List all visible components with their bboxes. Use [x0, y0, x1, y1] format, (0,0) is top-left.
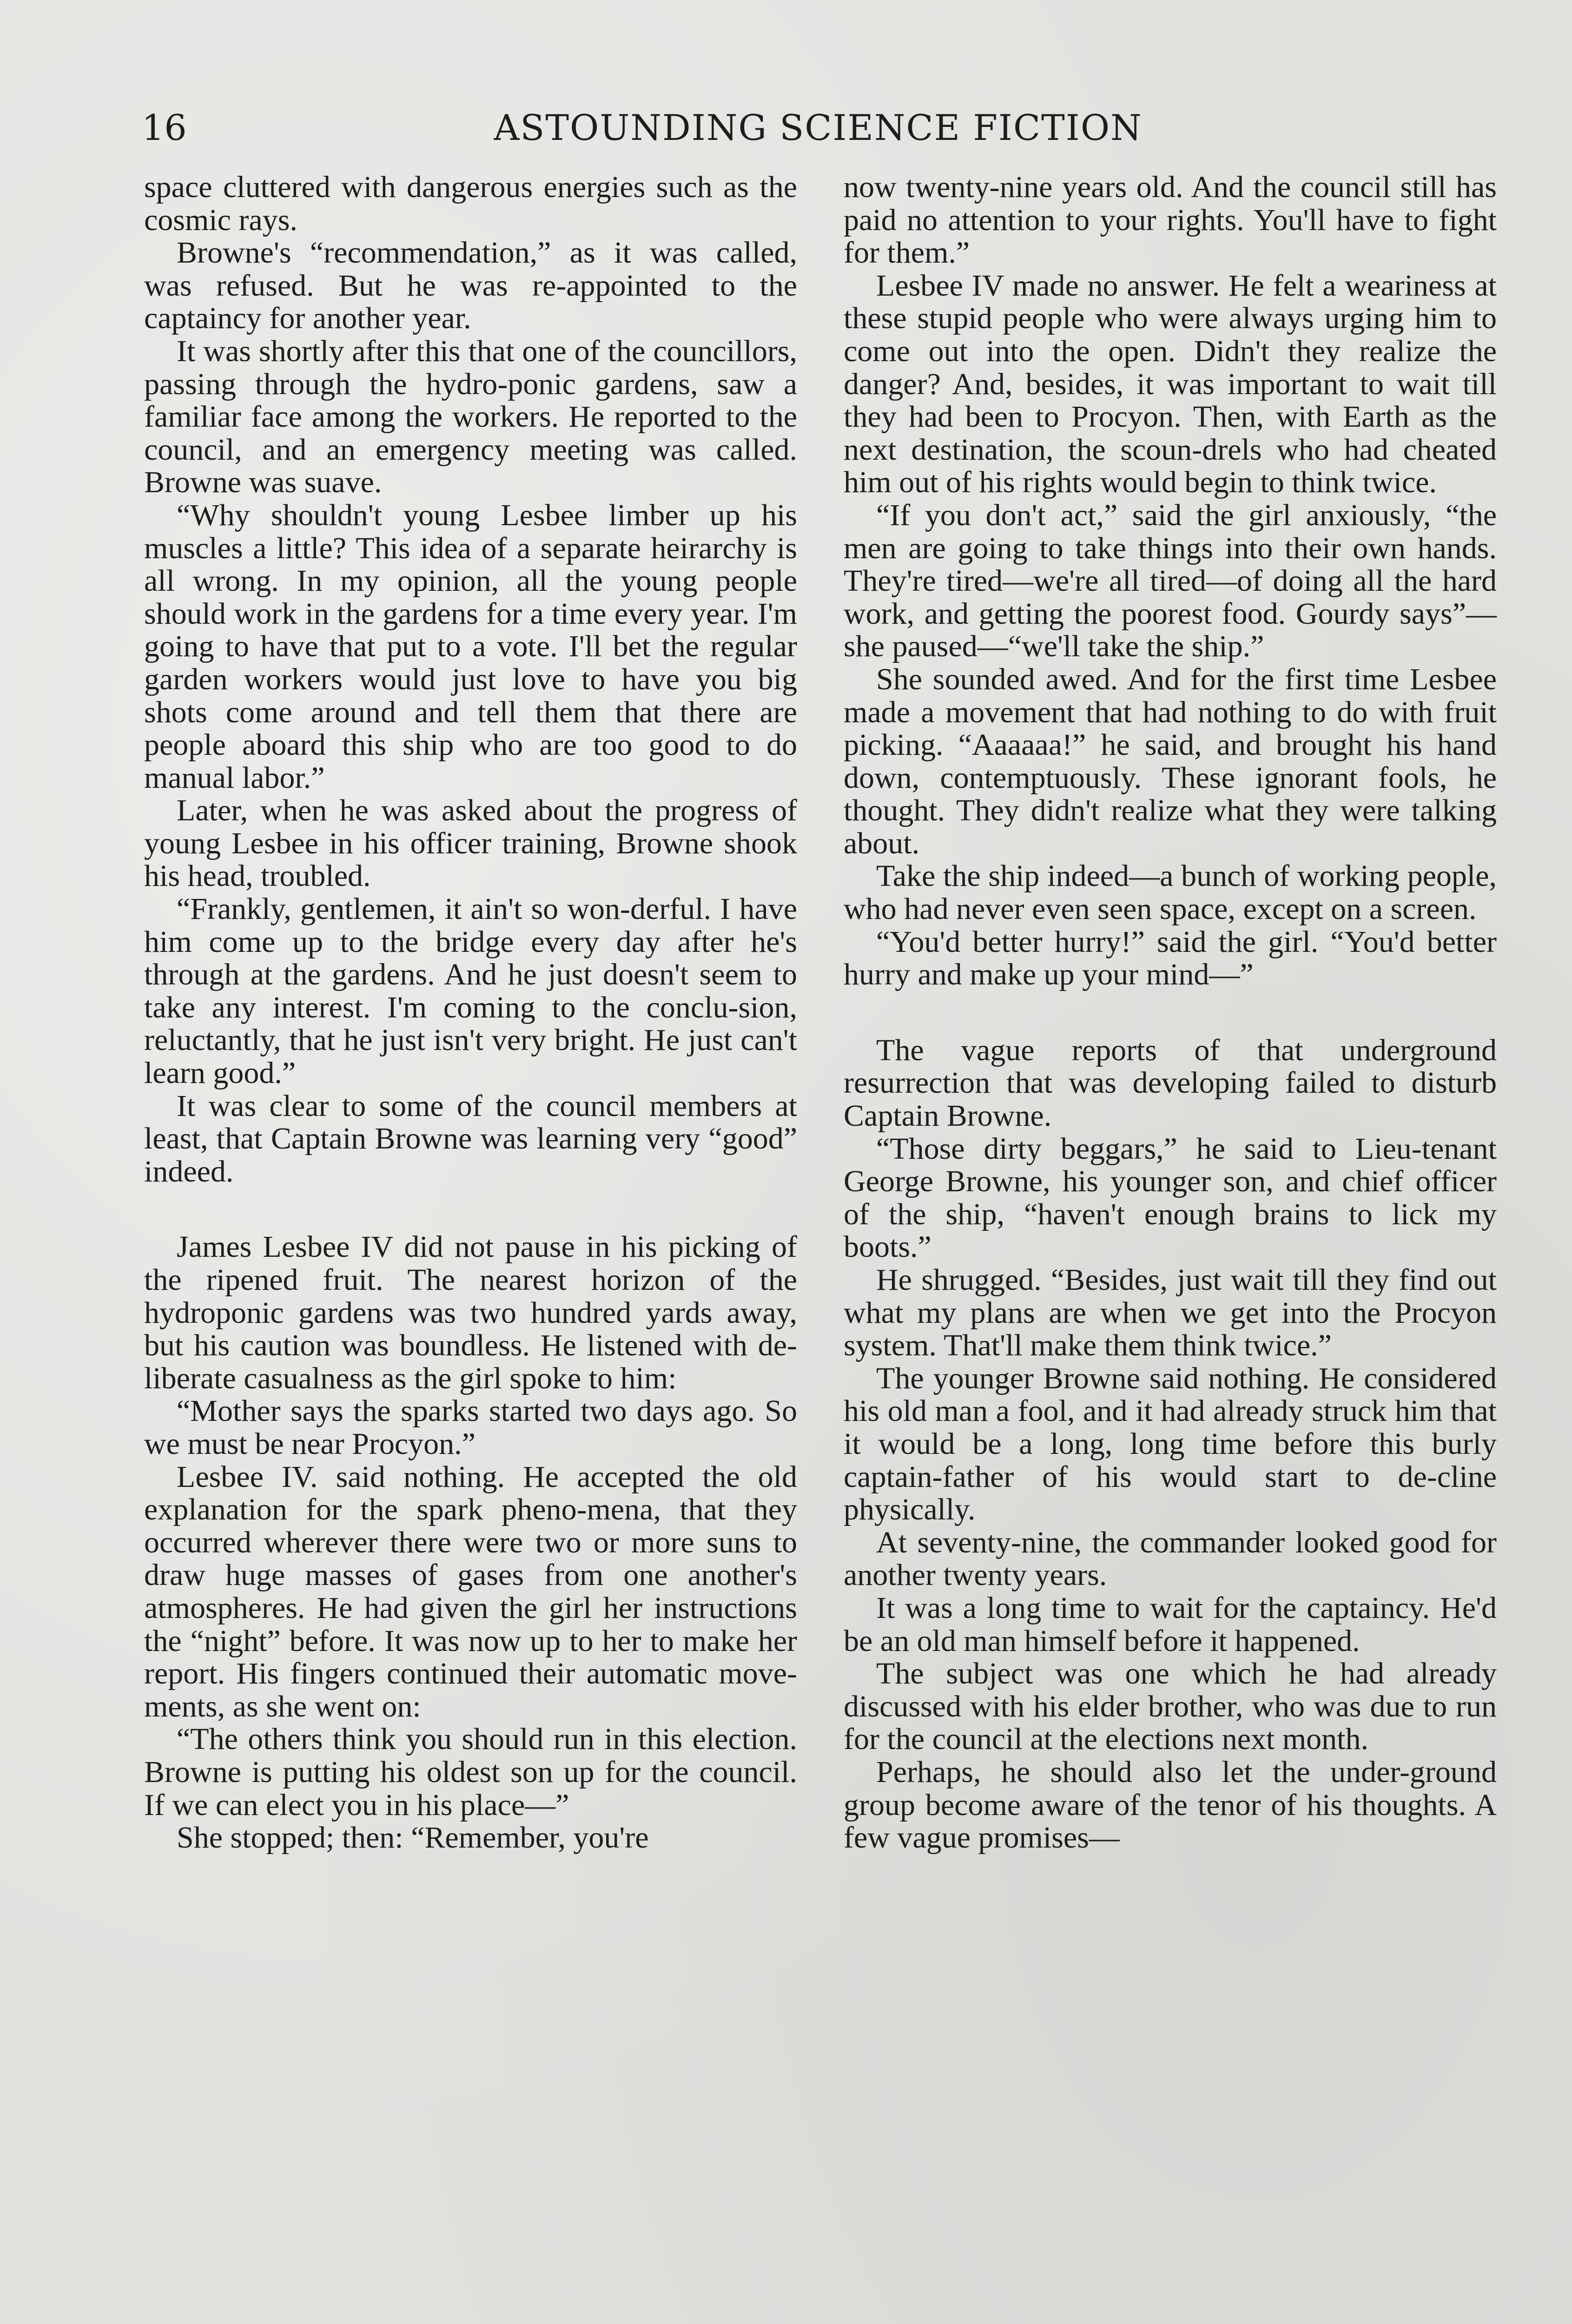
paragraph: “If you don't act,” said the girl anxiously, “the men are going to take things into their own hands. They're tired—we're all tired—of doing all the hard work, and getting the poorest food. Gourdy says”—she paused—“we'll take the ship.”	[844, 498, 1497, 664]
paragraph: “The others think you should run in this election. Browne is putting his oldest son up for the council. If we can elect you in his place—”	[144, 1722, 797, 1822]
page-header	[0, 100, 1572, 156]
paragraph: At seventy-nine, the commander looked good for another twenty years.	[844, 1525, 1497, 1592]
paragraph: Take the ship indeed—a bunch of working people, who had never even seen space, except on a screen.	[844, 859, 1497, 926]
section-break	[144, 1188, 797, 1231]
paragraph: The vague reports of that underground resurrection that was developing failed to disturb Captain Browne.	[844, 1033, 1497, 1133]
section-break	[844, 991, 1497, 1034]
right-text-column	[844, 171, 1497, 1855]
paragraph: “Why shouldn't young Lesbee limber up his muscles a little? This idea of a separate heirarchy is all wrong. In my opinion, all the young people should work in the gardens for a time every year. I'm going to have that put to a vote. I'll bet the regular garden workers would just love to have you big shots come around and tell them that there are people aboard this ship who are too good to do manual labor.”	[144, 498, 797, 795]
paragraph: He shrugged. “Besides, just wait till they find out what my plans are when we get into the Procyon system. That'll make them think twice.”	[844, 1263, 1497, 1363]
paragraph: James Lesbee IV did not pause in his picking of the ripened fruit. The nearest horizon of the hydroponic gardens was two hundred yards away, but his caution was boundless. He listened with de-liberate casualness as the girl spoke to him:	[144, 1230, 797, 1395]
paragraph: space cluttered with dangerous energies such as the cosmic rays.	[144, 170, 797, 237]
paragraph: Lesbee IV made no answer. He felt a weariness at these stupid people who were always urging him to come out into the open. Didn't they realize the danger? And, besides, it was important to wait till they had been to Procyon. Then, with Earth as the next destination, the scoun-drels who had cheated him out of his rights would begin to think twice.	[844, 268, 1497, 500]
paragraph: “Frankly, gentlemen, it ain't so won-derful. I have him come up to the bridge every day after he's through at the gardens. And he just doesn't seem to take any interest. I'm coming to the conclu-sion, reluctantly, that he just isn't very bright. He just can't learn good.”	[144, 892, 797, 1090]
paragraph: The subject was one which he had already discussed with his elder brother, who was due to run for the council at the elections next month.	[844, 1657, 1497, 1756]
paragraph: “You'd better hurry!” said the girl. “You'd better hurry and make up your mind—”	[844, 924, 1497, 992]
paragraph: Browne's “recommendation,” as it was called, was refused. But he was re-appointed to the captaincy for another year.	[144, 236, 797, 336]
page-number: 16	[142, 107, 187, 148]
running-title: ASTOUNDING SCIENCE FICTION	[494, 107, 1143, 148]
paragraph: It was shortly after this that one of the councillors, passing through the hydro-ponic gardens, saw a familiar face among the workers. He reported to the council, and an emergency meeting was called. Browne was suave.	[144, 334, 797, 500]
paragraph: She sounded awed. And for the first time Lesbee made a movement that had nothing to do with fruit picking. “Aaaaaa!” he said, and brought his hand down, contemptuously. These ignorant fools, he thought. They didn't realize what they were talking about.	[844, 662, 1497, 860]
paragraph: “Those dirty beggars,” he said to Lieu-tenant George Browne, his younger son, and chief officer of the ship, “haven't enough brains to lick my boots.”	[844, 1131, 1497, 1264]
paragraph: It was a long time to wait for the captaincy. He'd be an old man himself before it happened.	[844, 1591, 1497, 1658]
paragraph: Perhaps, he should also let the under-ground group become aware of the tenor of his thoughts. A few vague promises—	[844, 1755, 1497, 1855]
paragraph: “Mother says the sparks started two days ago. So we must be near Procyon.”	[144, 1394, 797, 1461]
left-text-column	[144, 171, 797, 1855]
paragraph: now twenty-nine years old. And the council still has paid no attention to your rights. You'll have to fight for them.”	[844, 170, 1497, 270]
paragraph: Later, when he was asked about the progress of young Lesbee in his officer training, Browne shook his head, troubled.	[144, 793, 797, 893]
paragraph: Lesbee IV. said nothing. He accepted the old explanation for the spark pheno-mena, that they occurred wherever there were two or more suns to draw huge masses of gases from one another's atmospheres. He had given the girl her instructions the “night” before. It was now up to her to make her report. His fingers continued their automatic move-ments, as she went on:	[144, 1459, 797, 1723]
paragraph: The younger Browne said nothing. He considered his old man a fool, and it had already struck him that it would be a long, long time before this burly captain-father of his would start to de-cline physically.	[844, 1361, 1497, 1527]
paragraph: It was clear to some of the council members at least, that Captain Browne was learning very “good” indeed.	[144, 1089, 797, 1188]
paragraph: She stopped; then: “Remember, you're	[177, 1821, 649, 1855]
